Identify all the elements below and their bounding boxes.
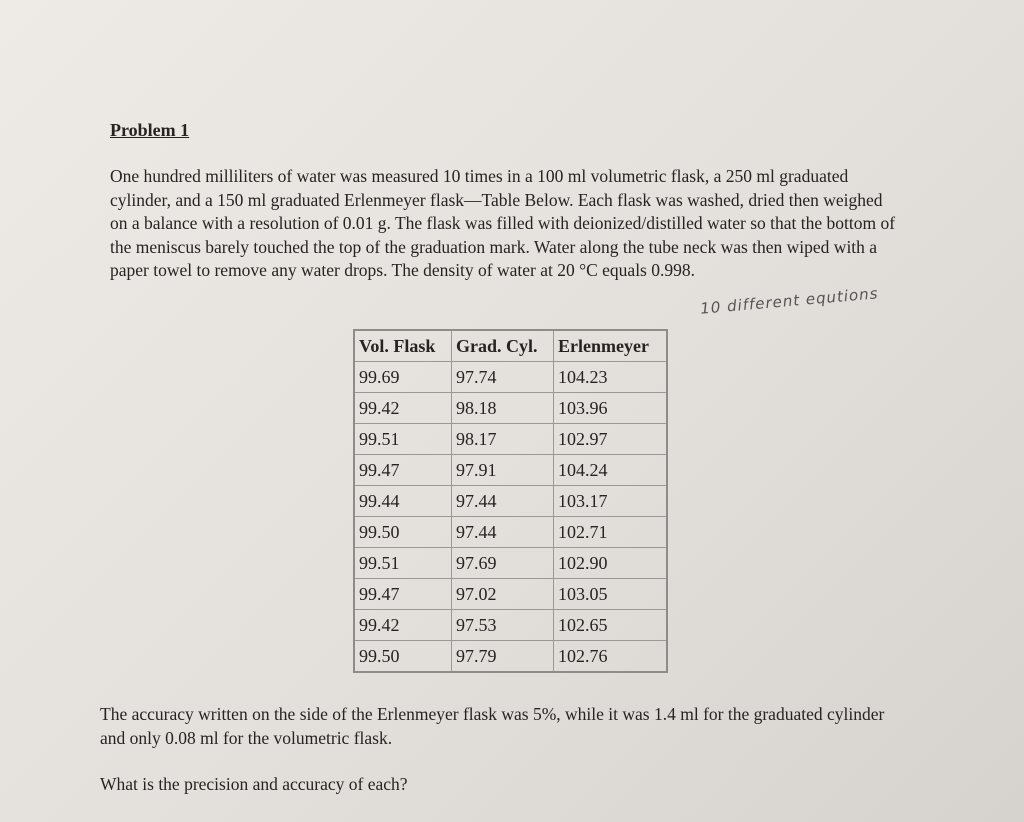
cell-grad-cyl: 97.53	[452, 610, 554, 641]
cell-grad-cyl: 97.69	[452, 548, 554, 579]
cell-erlenmeyer: 103.96	[554, 393, 668, 424]
cell-vol-flask: 99.42	[354, 393, 452, 424]
cell-grad-cyl: 97.79	[452, 641, 554, 673]
cell-grad-cyl: 97.44	[452, 517, 554, 548]
cell-vol-flask: 99.47	[354, 455, 452, 486]
table-row	[354, 641, 667, 673]
cell-erlenmeyer: 102.97	[554, 424, 668, 455]
cell-grad-cyl: 98.17	[452, 424, 554, 455]
table-row	[354, 579, 667, 610]
accuracy-statement: The accuracy written on the side of the Erlenmeyer flask was 5%, while it was 1.4 ml for the graduated cylinder and only 0.08 ml for the volumetric flask.	[100, 704, 885, 748]
cell-grad-cyl: 98.18	[452, 393, 554, 424]
cell-erlenmeyer: 103.05	[554, 579, 668, 610]
cell-vol-flask: 99.47	[354, 579, 452, 610]
cell-erlenmeyer: 102.71	[554, 517, 668, 548]
table-row	[354, 362, 667, 393]
problem-description: One hundred milliliters of water was measured 10 times in a 100 ml volumetric flask, a 250 ml graduated cylinder, and a 150 ml graduated Erlenmeyer flask—Table Below. Each flask was washed, dried then weighed on a balance with a resolution of 0.01 g. The flask was filled with deionized/distilled water so that the bottom of the meniscus barely touched the top of the graduation mark. Water along the tube neck was then wiped with a paper towel to remove any water drops. The density of water at 20 °C equals 0.998.	[110, 166, 896, 281]
cell-grad-cyl: 97.02	[452, 579, 554, 610]
cell-erlenmeyer: 102.90	[554, 548, 668, 579]
cell-erlenmeyer: 104.24	[554, 455, 668, 486]
problem-title: Problem 1	[110, 120, 190, 140]
table-row	[354, 393, 667, 424]
header-grad-cyl: Grad. Cyl.	[452, 330, 554, 362]
header-erlenmeyer: Erlenmeyer	[554, 330, 668, 362]
cell-vol-flask: 99.44	[354, 486, 452, 517]
cell-vol-flask: 99.42	[354, 610, 452, 641]
cell-vol-flask: 99.51	[354, 548, 452, 579]
cell-vol-flask: 99.50	[354, 641, 452, 673]
cell-grad-cyl: 97.91	[452, 455, 554, 486]
cell-erlenmeyer: 104.23	[554, 362, 668, 393]
table-row	[354, 455, 667, 486]
header-vol-flask: Vol. Flask	[354, 330, 452, 362]
cell-grad-cyl: 97.44	[452, 486, 554, 517]
measurement-table	[353, 329, 668, 673]
cell-erlenmeyer: 102.76	[554, 641, 668, 673]
cell-erlenmeyer: 102.65	[554, 610, 668, 641]
table-row	[354, 610, 667, 641]
table-header-row	[354, 330, 667, 362]
question-text: What is the precision and accuracy of each?	[100, 774, 408, 794]
cell-erlenmeyer: 103.17	[554, 486, 668, 517]
table-row	[354, 548, 667, 579]
cell-vol-flask: 99.50	[354, 517, 452, 548]
cell-vol-flask: 99.69	[354, 362, 452, 393]
table-row	[354, 517, 667, 548]
handwritten-note: 10 different equtions	[699, 284, 880, 318]
table-row	[354, 486, 667, 517]
cell-vol-flask: 99.51	[354, 424, 452, 455]
table-row	[354, 424, 667, 455]
cell-grad-cyl: 97.74	[452, 362, 554, 393]
